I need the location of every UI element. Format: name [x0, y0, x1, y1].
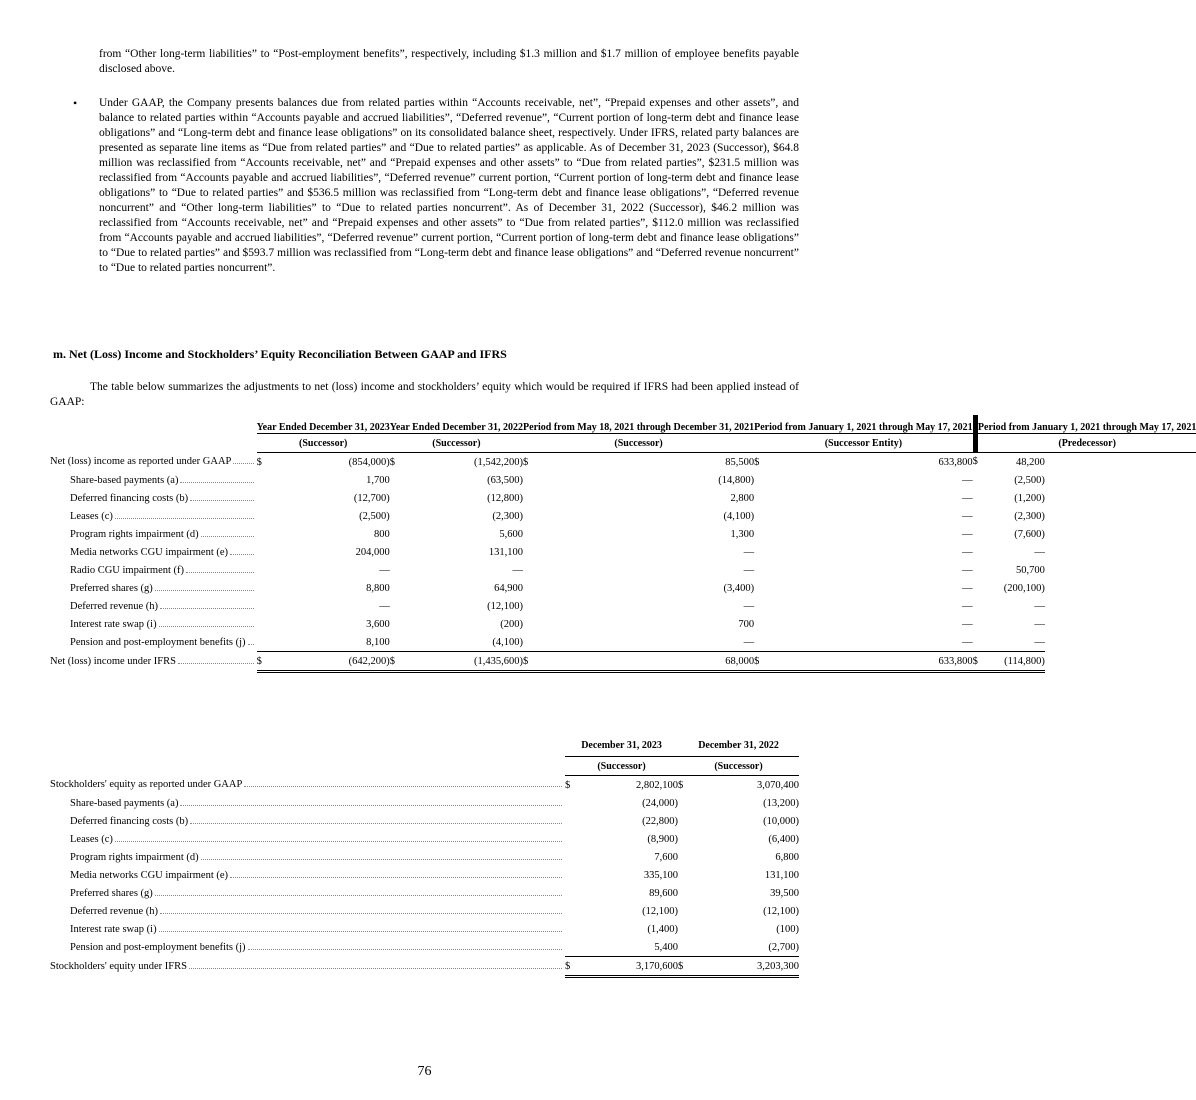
currency-symbol: [257, 543, 279, 561]
leader-dots: [178, 663, 254, 664]
row-label-text: Stockholders' equity as reported under GAAP: [50, 779, 243, 791]
column-subheader: (Successor Entity): [754, 434, 973, 453]
table-row: [50, 489, 1196, 507]
currency-symbol: [257, 597, 279, 615]
table-row: [50, 597, 1196, 615]
leader-dots: [248, 949, 562, 950]
subheader-row: [50, 434, 1196, 453]
currency-symbol: [257, 471, 279, 489]
column-header: Period from January 1, 2021 through May 17, 2021: [977, 421, 1196, 433]
leader-dots: [180, 805, 562, 806]
leader-dots: [230, 554, 254, 555]
value-cell: —: [962, 618, 973, 630]
value-cell: —: [1034, 600, 1045, 612]
row-label: [50, 579, 257, 597]
row-label: [50, 597, 257, 615]
currency-symbol: [257, 525, 279, 543]
leader-dots: [180, 482, 253, 483]
column-header: December 31, 2022: [698, 739, 779, 751]
row-label: [50, 471, 257, 489]
value-cell: (12,100): [487, 600, 524, 612]
subheader-label-cell: [50, 434, 257, 453]
value-cell: (114,800): [978, 652, 1045, 672]
row-label: [50, 615, 257, 633]
value-cell: (12,800): [487, 492, 524, 504]
value-cell: 800: [374, 528, 390, 540]
currency-symbol: [565, 902, 581, 920]
currency-symbol: [390, 507, 412, 525]
row-label: [50, 957, 565, 977]
value-cell: (12,100): [763, 905, 799, 917]
value-cell: (100): [776, 923, 799, 935]
paragraph-continued: from “Other long-term liabilities” to “Post-employment benefits”, respectively, including $1.3 million and $1.7 million of employee benefits payable disclosed above.: [99, 48, 799, 75]
value-cell: 3,170,600: [581, 957, 678, 977]
currency-symbol: [565, 884, 581, 902]
value-cell: (22,800): [642, 815, 678, 827]
currency-symbol: $: [523, 652, 562, 672]
currency-symbol: [754, 561, 791, 579]
table-row: [50, 561, 1196, 579]
value-cell: 50,700: [1016, 564, 1045, 576]
column-header: Year Ended December 31, 2022: [389, 421, 524, 433]
row-label-text: Preferred shares (g): [70, 582, 153, 594]
currency-symbol: [390, 489, 412, 507]
currency-symbol: [678, 884, 694, 902]
column-header: Period from May 18, 2021 through December 31, 2021: [523, 421, 755, 433]
page-number: 76: [417, 1064, 432, 1079]
currency-symbol: $: [565, 779, 571, 791]
table-row: [50, 830, 799, 848]
leader-dots: [155, 895, 562, 896]
currency-symbol: [565, 794, 581, 812]
row-label-text: Media networks CGU impairment (e): [70, 869, 229, 881]
value-cell: —: [743, 564, 755, 576]
currency-symbol: $: [256, 456, 262, 468]
leader-dots: [155, 590, 254, 591]
currency-symbol: $: [678, 779, 684, 791]
subheader-row: [50, 757, 799, 776]
column-header: Period from January 1, 2021 through May 17, 2021: [754, 421, 973, 433]
value-cell: (14,800): [718, 474, 755, 486]
value-cell: 1,300: [730, 528, 755, 540]
section-title: m. Net (Loss) Income and Stockholders’ Equity Reconciliation Between GAAP and IFRS: [53, 347, 507, 361]
column-subheader: (Successor): [565, 757, 678, 776]
stockholders-equity-reconciliation-table: [50, 733, 799, 978]
table-row: [50, 848, 799, 866]
row-label-text: Deferred financing costs (b): [70, 492, 189, 504]
row-label: [50, 884, 565, 902]
column-subheader: (Successor): [390, 434, 523, 453]
table-row: [50, 543, 1196, 561]
row-label-text: Net (loss) income under IFRS: [50, 656, 176, 667]
value-cell: —: [962, 528, 973, 540]
value-cell: —: [962, 582, 973, 594]
header-row: [50, 415, 1196, 434]
currency-symbol: [565, 920, 581, 938]
value-cell: (63,500): [487, 474, 524, 486]
table-row: [50, 920, 799, 938]
value-cell: (854,000): [348, 456, 390, 468]
table-row: [50, 866, 799, 884]
row-label-text: Pension and post-employment benefits (j): [70, 941, 246, 953]
column-subheader: (Successor): [523, 434, 754, 453]
currency-symbol: [678, 812, 694, 830]
row-label: [50, 866, 565, 884]
value-cell: —: [743, 600, 755, 612]
leader-dots: [248, 644, 254, 645]
currency-symbol: [523, 489, 562, 507]
row-label: [50, 561, 257, 579]
currency-symbol: $: [389, 456, 396, 468]
currency-symbol: [257, 489, 279, 507]
column-subheader: (Successor): [257, 434, 390, 453]
table-row: [50, 615, 1196, 633]
leader-dots: [201, 859, 562, 860]
leader-dots: [190, 500, 253, 501]
currency-symbol: [754, 633, 791, 652]
table-row: [50, 507, 1196, 525]
currency-symbol: [678, 830, 694, 848]
value-cell: (1,542,200): [474, 456, 524, 468]
value-cell: 131,100: [764, 869, 799, 881]
value-cell: (2,300): [492, 510, 524, 522]
leader-dots: [190, 823, 562, 824]
table-row: [50, 525, 1196, 543]
currency-symbol: $: [565, 957, 581, 977]
value-cell: —: [1034, 618, 1045, 630]
currency-symbol: [523, 615, 562, 633]
value-cell: —: [1034, 546, 1045, 558]
currency-symbol: [678, 866, 694, 884]
value-cell: 633,800: [938, 456, 973, 468]
paragraph-related-parties: Under GAAP, the Company presents balances due from related parties within “Accounts receivable, net”, “Prepaid expenses and other assets”, and balance to related parties within “Accounts payable and accrued liabilities”, “Deferred revenue”, “Current portion of long-term debt and finance lease obligations” and “Long-term debt and finance lease obligations” on its consolidated balance sheet, respectively. Under IFRS, related party balances are presented as separate line items as “Due from related parties” and “Due to related parties” as applicable. As of December 31, 2023 (Successor), $64.8 million was reclassified from “Accounts receivable, net” and “Prepaid expenses and other assets” to “Due from related parties”, $231.5 million was reclassified from “Accounts payable and accrued liabilities”, “Deferred revenue” current portion, “Current portion of long-term debt and finance lease obligations” to “Due to related parties” and $536.5 million was reclassified from “Long-term debt and finance lease obligations”, “Deferred revenue noncurrent” and “Other long-term liabilities” to “Due to related parties noncurrent”. As of December 31, 2022 (Successor), $46.2 million was reclassified from “Accounts receivable, net” and “Prepaid expenses and other assets” to “Due from related parties”, $112.0 million was reclassified from “Accounts payable and accrued liabilities”, “Deferred revenue” current portion, “Current portion of long-term debt and finance lease obligations” to “Due to related parties” and $593.7 million was reclassified from “Long-term debt and finance lease obligations” and “Deferred revenue noncurrent” to “Due to related parties noncurrent”.: [99, 97, 799, 274]
value-cell: (12,100): [642, 905, 678, 917]
table-row: [50, 471, 1196, 489]
table-row: [50, 812, 799, 830]
value-cell: (6,400): [768, 833, 799, 845]
column-header: Year Ended December 31, 2023: [256, 421, 390, 433]
currency-symbol: [257, 507, 279, 525]
row-label: [50, 776, 565, 795]
value-cell: 335,100: [643, 869, 678, 881]
table-row: [50, 633, 1196, 652]
currency-symbol: $: [678, 957, 694, 977]
value-cell: 5,400: [654, 941, 678, 953]
currency-symbol: [754, 615, 791, 633]
table-row: [50, 579, 1196, 597]
value-cell: 64,900: [494, 582, 524, 594]
value-cell: —: [962, 510, 973, 522]
header-label-cell: [50, 733, 565, 757]
value-cell: (1,435,600): [412, 652, 523, 672]
row-label-text: Net (loss) income as reported under GAAP: [50, 456, 232, 468]
row-label-text: Preferred shares (g): [70, 887, 153, 899]
currency-symbol: $: [523, 456, 529, 468]
row-label: [50, 525, 257, 543]
currency-symbol: [678, 794, 694, 812]
row-label-text: Share-based payments (a): [70, 474, 179, 486]
row-label: [50, 848, 565, 866]
table-row: [50, 776, 799, 795]
subheader-label-cell: [50, 757, 565, 776]
value-cell: 6,800: [775, 851, 799, 863]
value-cell: (8,900): [647, 833, 678, 845]
row-label-text: Program rights impairment (d): [70, 851, 199, 863]
value-cell: (12,700): [353, 492, 390, 504]
value-cell: (200): [500, 618, 524, 630]
value-cell: (24,000): [642, 797, 678, 809]
value-cell: 48,200: [1016, 456, 1045, 468]
value-cell: 68,000: [562, 652, 754, 672]
currency-symbol: $: [390, 652, 412, 672]
row-label: [50, 652, 257, 672]
currency-symbol: [678, 902, 694, 920]
currency-symbol: [523, 597, 562, 615]
value-cell: 85,500: [725, 456, 755, 468]
currency-symbol: [523, 579, 562, 597]
currency-symbol: [565, 866, 581, 884]
value-cell: 7,600: [654, 851, 678, 863]
currency-symbol: [390, 471, 412, 489]
leader-dots: [233, 463, 253, 464]
currency-symbol: [523, 561, 562, 579]
value-cell: (4,100): [723, 510, 755, 522]
value-cell: 3,203,300: [694, 957, 799, 977]
currency-symbol: $: [257, 652, 279, 672]
row-label: [50, 633, 257, 652]
value-cell: (4,100): [492, 636, 524, 648]
value-cell: 8,800: [366, 582, 390, 594]
row-label: [50, 902, 565, 920]
value-cell: (10,000): [763, 815, 799, 827]
row-label: [50, 507, 257, 525]
currency-symbol: [523, 507, 562, 525]
leader-dots: [160, 608, 254, 609]
value-cell: (2,700): [768, 941, 799, 953]
row-label-text: Stockholders' equity under IFRS: [50, 961, 187, 972]
currency-symbol: [257, 579, 279, 597]
currency-symbol: [678, 938, 694, 957]
row-label-text: Deferred revenue (h): [70, 905, 159, 917]
row-label-text: Media networks CGU impairment (e): [70, 546, 229, 558]
row-label: [50, 830, 565, 848]
currency-symbol: [257, 633, 279, 652]
value-cell: 131,100: [488, 546, 524, 558]
table-row: [50, 902, 799, 920]
currency-symbol: [390, 615, 412, 633]
currency-symbol: [523, 543, 562, 561]
value-cell: —: [379, 600, 390, 612]
currency-symbol: [523, 633, 562, 652]
leader-dots: [189, 968, 562, 969]
currency-symbol: [754, 543, 791, 561]
value-cell: 2,800: [730, 492, 755, 504]
currency-symbol: $: [754, 456, 760, 468]
value-cell: (642,200): [279, 652, 390, 672]
currency-symbol: $: [754, 652, 791, 672]
row-label: [50, 453, 257, 472]
currency-symbol: [754, 489, 791, 507]
currency-symbol: [390, 543, 412, 561]
row-label: [50, 938, 565, 957]
currency-symbol: [754, 597, 791, 615]
value-cell: —: [962, 546, 973, 558]
value-cell: 3,600: [366, 618, 390, 630]
table-row: [50, 884, 799, 902]
value-cell: —: [1034, 636, 1045, 648]
value-cell: —: [962, 564, 973, 576]
currency-symbol: [565, 812, 581, 830]
row-label-text: Leases (c): [70, 833, 113, 845]
leader-dots: [115, 518, 254, 519]
value-cell: 89,600: [649, 887, 678, 899]
value-cell: (1,400): [647, 923, 678, 935]
leader-dots: [201, 536, 254, 537]
currency-symbol: [390, 633, 412, 652]
value-cell: 1,700: [366, 474, 390, 486]
value-cell: 700: [738, 618, 755, 630]
currency-symbol: $: [972, 456, 978, 468]
leader-dots: [159, 931, 562, 932]
currency-symbol: [523, 525, 562, 543]
table-row: [50, 957, 799, 977]
table-row: [50, 938, 799, 957]
currency-symbol: [257, 615, 279, 633]
value-cell: —: [962, 492, 973, 504]
row-label-text: Deferred financing costs (b): [70, 815, 189, 827]
column-subheader: (Successor): [678, 757, 799, 776]
value-cell: (7,600): [1014, 528, 1045, 540]
value-cell: —: [379, 564, 390, 576]
row-label-text: Deferred revenue (h): [70, 600, 159, 612]
currency-symbol: [754, 471, 791, 489]
leader-dots: [159, 626, 254, 627]
row-label: [50, 812, 565, 830]
value-cell: —: [962, 636, 973, 648]
leader-dots: [186, 572, 254, 573]
leader-dots: [230, 877, 562, 878]
value-cell: 8,100: [366, 636, 390, 648]
value-cell: —: [743, 636, 755, 648]
value-cell: (2,500): [359, 510, 390, 522]
leader-dots: [244, 786, 562, 787]
paragraph-intro: The table below summarizes the adjustments to net (loss) income and stockholders’ equity which would be required if IFRS had been applied instead of GAAP:: [50, 381, 799, 408]
column-subheader: (Predecessor): [978, 434, 1196, 453]
currency-symbol: [523, 471, 562, 489]
value-cell: 3,070,400: [757, 779, 799, 791]
value-cell: —: [962, 600, 973, 612]
row-label-text: Pension and post-employment benefits (j): [70, 636, 246, 648]
currency-symbol: [678, 848, 694, 866]
value-cell: 5,600: [499, 528, 524, 540]
table-row: [50, 794, 799, 812]
currency-symbol: [390, 579, 412, 597]
currency-symbol: [678, 920, 694, 938]
value-cell: (2,300): [1014, 510, 1045, 522]
currency-symbol: [754, 525, 791, 543]
value-cell: (13,200): [763, 797, 799, 809]
row-label: [50, 543, 257, 561]
leader-dots: [160, 913, 562, 914]
row-label-text: Leases (c): [70, 510, 113, 522]
value-cell: 39,500: [770, 887, 799, 899]
currency-symbol: [565, 830, 581, 848]
value-cell: 2,802,100: [636, 779, 678, 791]
table-row: [50, 652, 1196, 672]
currency-symbol: [257, 561, 279, 579]
currency-symbol: [390, 525, 412, 543]
currency-symbol: [754, 507, 791, 525]
value-cell: 633,800: [791, 652, 973, 672]
value-cell: (200,100): [1003, 582, 1045, 594]
net-income-reconciliation-table: [50, 415, 1196, 673]
table-row: [50, 453, 1196, 472]
bullet-icon: •: [73, 96, 78, 110]
currency-symbol: [390, 597, 412, 615]
currency-symbol: [565, 848, 581, 866]
header-label-cell: [50, 415, 257, 434]
value-cell: (3,400): [723, 582, 755, 594]
leader-dots: [115, 841, 562, 842]
row-label-text: Radio CGU impairment (f): [70, 564, 185, 576]
row-label: [50, 489, 257, 507]
value-cell: (1,200): [1014, 492, 1045, 504]
currency-symbol: $: [973, 652, 978, 672]
currency-symbol: [754, 579, 791, 597]
row-label-text: Interest rate swap (i): [70, 618, 157, 630]
currency-symbol: [565, 938, 581, 957]
row-label-text: Program rights impairment (d): [70, 528, 199, 540]
row-label-text: Share-based payments (a): [70, 797, 179, 809]
row-label: [50, 920, 565, 938]
value-cell: —: [962, 474, 973, 486]
currency-symbol: [390, 561, 412, 579]
value-cell: —: [512, 564, 524, 576]
value-cell: —: [743, 546, 755, 558]
value-cell: 204,000: [355, 546, 390, 558]
row-label-text: Interest rate swap (i): [70, 923, 157, 935]
header-row: [50, 733, 799, 757]
row-label: [50, 794, 565, 812]
value-cell: (2,500): [1014, 474, 1045, 486]
column-header: December 31, 2023: [581, 739, 662, 751]
